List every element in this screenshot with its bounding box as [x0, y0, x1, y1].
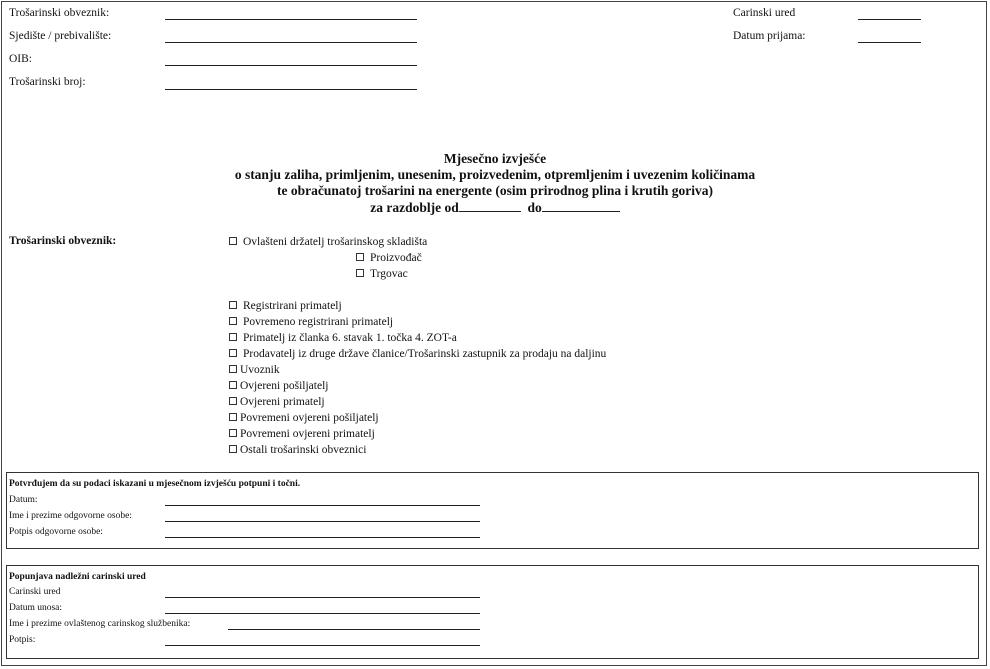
- period-prefix: za razdoblje od: [370, 200, 459, 215]
- oib-label: OIB:: [9, 53, 32, 65]
- option-povremeno-registrirani[interactable]: Povremeno registrirani primatelj: [229, 316, 393, 328]
- checkbox[interactable]: [229, 349, 237, 357]
- checkbox[interactable]: [229, 413, 237, 421]
- checkbox[interactable]: [356, 269, 364, 277]
- trosarinski-broj-label: Trošarinski broj:: [9, 76, 86, 88]
- sjediste-field[interactable]: [165, 42, 417, 43]
- customs-ured-field[interactable]: [165, 597, 480, 598]
- period-line: [0, 200, 990, 216]
- option-ostali-obveznici[interactable]: Ostali trošarinski obveznici: [229, 444, 366, 456]
- customs-ured-label: Carinski ured: [9, 587, 61, 597]
- option-trgovac[interactable]: Trgovac: [356, 268, 408, 280]
- datum-prijama-label: Datum prijama:: [733, 30, 806, 42]
- checkbox[interactable]: [356, 253, 364, 261]
- datum-prijama-field[interactable]: [858, 42, 921, 43]
- option-ovjereni-primatelj[interactable]: Ovjereni primatelj: [229, 396, 325, 408]
- checkbox[interactable]: [229, 365, 237, 373]
- checkbox[interactable]: [229, 317, 237, 325]
- trosarinski-broj-field[interactable]: [165, 89, 417, 90]
- option-registrirani-primatelj[interactable]: Registrirani primatelj: [229, 300, 342, 312]
- option-povremeni-ovjereni-primatelj[interactable]: Povremeni ovjereni primatelj: [229, 428, 375, 440]
- checkbox[interactable]: [229, 381, 237, 389]
- obveznik-field[interactable]: [165, 19, 417, 20]
- document-title: Mjesečno izvješće: [443, 151, 547, 166]
- option-proizvodac[interactable]: Proizvođač: [356, 252, 422, 264]
- customs-potpis-field[interactable]: [165, 645, 480, 646]
- checkbox[interactable]: [229, 333, 237, 341]
- option-ovlasteni-drzatelj[interactable]: Ovlašteni držatelj trošarinskog skladišta: [229, 236, 427, 248]
- confirm-datum-field[interactable]: [165, 505, 480, 506]
- customs-potpis-label: Potpis:: [9, 635, 36, 645]
- period-to-field[interactable]: [542, 201, 620, 212]
- document-subtitle-1: o stanju zaliha, primljenim, unesenim, proizvedenim, otpremljenim i uvezenim količinama: [234, 167, 756, 182]
- option-primatelj-zot[interactable]: Primatelj iz članka 6. stavak 1. točka 4. ZOT-a: [229, 332, 457, 344]
- confirm-datum-label: Datum:: [9, 495, 38, 505]
- obveznik-label: Trošarinski obveznik:: [9, 7, 110, 19]
- option-povremeni-ovjereni-posiljatelj[interactable]: Povremeni ovjereni pošiljatelj: [229, 412, 379, 424]
- period-mid: do: [527, 200, 542, 215]
- document-subtitle-2: te obračunatoj trošarini na energente (osim prirodnog plina i krutih goriva): [277, 183, 713, 198]
- carinski-ured-label: Carinski ured: [733, 7, 796, 19]
- confirmation-title: Potvrđujem da su podaci iskazani u mjesečnom izvješću potpuni i točni.: [9, 479, 301, 489]
- confirm-potpis-field[interactable]: [165, 537, 480, 538]
- checkbox[interactable]: [229, 301, 237, 309]
- customs-datum-unosa-label: Datum unosa:: [9, 603, 63, 613]
- option-uvoznik[interactable]: Uvoznik: [229, 364, 280, 376]
- customs-datum-unosa-field[interactable]: [165, 613, 480, 614]
- checkbox[interactable]: [229, 429, 237, 437]
- confirm-potpis-label: Potpis odgovorne osobe:: [9, 527, 103, 537]
- customs-sluzbenik-field[interactable]: [228, 629, 480, 630]
- period-from-field[interactable]: [459, 201, 521, 212]
- customs-office-box: [6, 565, 979, 659]
- customs-office-title: Popunjava nadležni carinski ured: [9, 572, 146, 582]
- checkbox[interactable]: [229, 445, 237, 453]
- option-prodavatelj-daljina[interactable]: Prodavatelj iz druge države članice/Trošarinski zastupnik za prodaju na daljinu: [229, 348, 606, 360]
- sjediste-label: Sjedište / prebivalište:: [9, 30, 112, 42]
- oib-field[interactable]: [165, 65, 417, 66]
- confirm-ime-label: Ime i prezime odgovorne osobe:: [9, 511, 132, 521]
- obveznik-section-label: Trošarinski obveznik:: [9, 235, 117, 247]
- confirm-ime-field[interactable]: [165, 521, 480, 522]
- checkbox[interactable]: [229, 397, 237, 405]
- carinski-ured-field[interactable]: [858, 19, 921, 20]
- customs-sluzbenik-label: Ime i prezime ovlaštenog carinskog službenika:: [9, 619, 191, 629]
- option-ovjereni-posiljatelj[interactable]: Ovjereni pošiljatelj: [229, 380, 328, 392]
- checkbox[interactable]: [229, 237, 237, 245]
